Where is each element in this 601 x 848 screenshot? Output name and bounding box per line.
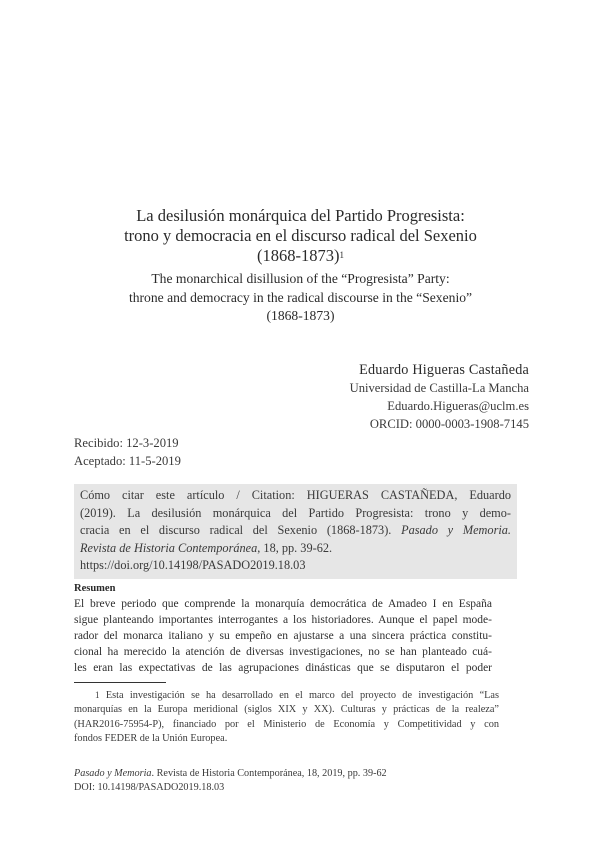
footnote-line-1: $^1$ Esta investigación se ha desarrollado en el marco del proyecto de investigación “Las bbox=[95, 690, 499, 701]
english-title bbox=[60, 270, 541, 326]
accepted-date: Aceptado: 11-5-2019 bbox=[74, 453, 181, 468]
abstract-heading: Resumen bbox=[74, 583, 116, 594]
author-email[interactable]: Eduardo.Higueras@uclm.es bbox=[387, 399, 529, 413]
spanish-title-line-1: La desilusión monárquica del Partido Progresista: bbox=[136, 206, 465, 225]
citation-line-3: cracia en el discurso radical del Sexenio (1868-1873). Pasado y Memoria. bbox=[80, 523, 511, 538]
author-orcid[interactable]: ORCID: 0000-0003-1908-7145 bbox=[369, 417, 529, 431]
title-footnote-mark[interactable]: 1 bbox=[339, 250, 344, 260]
abstract-line: les eran las expectativas de las agrupaciones dinásticas que se disputaron el poder bbox=[74, 661, 492, 674]
footnote-line-2: monarquías en la Europa meridional (siglos XIX y XX). Culturas y prácticas de la realeza” bbox=[74, 704, 499, 716]
english-title-line-3: (1868-1873) bbox=[266, 308, 335, 323]
footnote-line-3: (HAR2016-75954-P), financiado por el Ministerio de Economía y Competitividad y con bbox=[74, 718, 499, 730]
footnote bbox=[74, 689, 499, 746]
author-details bbox=[350, 379, 529, 433]
abstract-line: El breve periodo que comprende la monarquía democrática de Amadeo I en España bbox=[74, 598, 492, 610]
citation-box bbox=[74, 484, 517, 579]
abstract-line: cional ha merecido la atención de diversas investigaciones, no se han planteado cuá- bbox=[74, 645, 492, 658]
english-title-line-1: The monarchical disillusion of the “Progresista” Party: bbox=[151, 271, 450, 286]
abstract-line: sigue planteando importantes interrogantes a los historiadores. Aunque el papel mode- bbox=[74, 613, 492, 626]
received-date: Recibido: 12-3-2019 bbox=[74, 436, 179, 450]
footnote-divider bbox=[74, 682, 166, 683]
spanish-title-line-3: (1868-1873)$^1$ bbox=[257, 246, 344, 265]
footnote-line-4: fondos FEDER de la Unión Europea. bbox=[74, 732, 228, 744]
citation-line-2: (2019). La desilusión monárquica del Partido Progresista: trono y demo- bbox=[80, 505, 511, 520]
author-name: Eduardo Higueras Castañeda bbox=[359, 362, 529, 378]
citation-line-4: Revista de Historia Contemporánea, 18, pp. 39-62. bbox=[80, 540, 333, 555]
abstract-line: rador del monarca italiano y su empeño en ajustarse a una sincera práctica constitu- bbox=[74, 629, 492, 642]
spanish-title-line-2: trono y democracia en el discurso radical del Sexenio bbox=[124, 226, 477, 245]
journal-name: Pasado y Memoria bbox=[74, 768, 152, 779]
journal-reference: Pasado y Memoria. Revista de Historia Contemporánea, 18, 2019, pp. 39-62 bbox=[74, 768, 387, 779]
journal-footer bbox=[74, 767, 387, 795]
spanish-title bbox=[60, 206, 541, 266]
journal-doi[interactable]: DOI: 10.14198/PASADO2019.18.03 bbox=[74, 782, 225, 793]
citation-doi-link[interactable]: https://doi.org/10.14198/PASADO2019.18.03 bbox=[80, 558, 306, 573]
author-affiliation: Universidad de Castilla-La Mancha bbox=[349, 381, 529, 395]
citation-line-1: Cómo citar este artículo / Citation: HIGUERAS CASTAÑEDA, Eduardo bbox=[80, 488, 511, 502]
abstract-text bbox=[74, 597, 492, 677]
submission-dates bbox=[74, 435, 181, 470]
english-title-line-2: throne and democracy in the radical discourse in the “Sexenio” bbox=[128, 289, 473, 305]
footnote-mark: 1 bbox=[95, 690, 100, 700]
